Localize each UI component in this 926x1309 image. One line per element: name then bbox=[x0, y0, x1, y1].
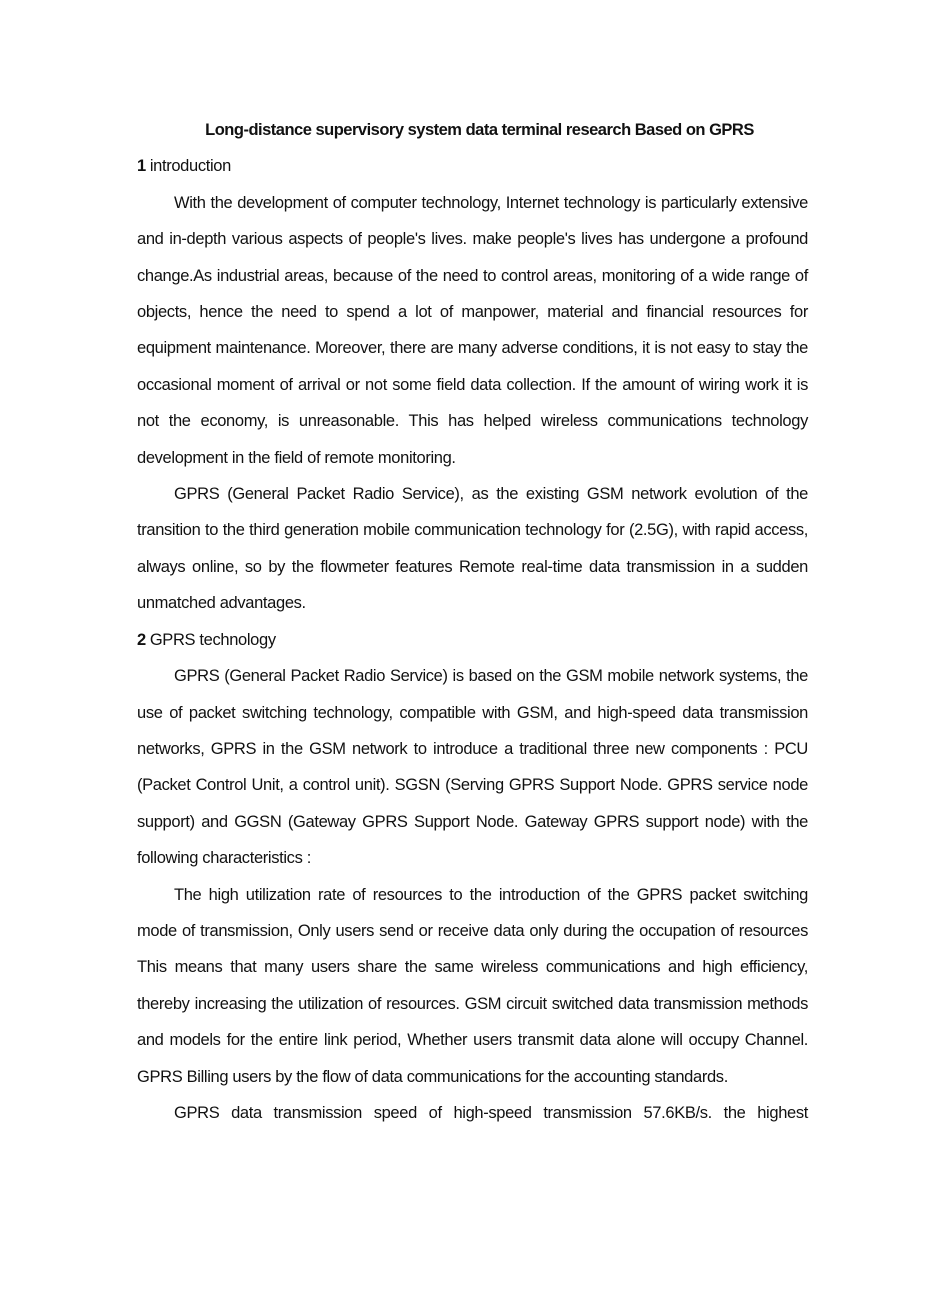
document-title: Long-distance supervisory system data terminal research Based on GPRS bbox=[205, 121, 754, 139]
section-title: GPRS technology bbox=[149, 630, 276, 649]
paragraph: GPRS data transmission speed of high-speed transmission 57.6KB/s. the highest bbox=[174, 1103, 808, 1122]
paragraph: GPRS (General Packet Radio Service), as the existing GSM network evolution of the transition to the third generation mobile communication technology for (2.5G), with rapid access, always online, so by the flowmeter features Remote real-time data transmission in a sudden unmatched advantages. bbox=[137, 485, 808, 613]
paragraph: GPRS (General Packet Radio Service) is based on the GSM mobile network systems, the use of packet switching technology, compatible with GSM, and high-speed data transmission networks, GPRS in the GSM network to introduce a traditional three new components : PCU (Packet Control Unit, a control unit). SGSN (Serving GPRS Support Node. GPRS service node support) and GGSN (Gateway GPRS Support Node. Gateway GPRS support node) with the following characteristics : bbox=[137, 667, 808, 868]
section-number: 2 bbox=[137, 630, 146, 649]
document-page bbox=[137, 112, 808, 1131]
section-title: introduction bbox=[149, 157, 231, 176]
paragraph: The high utilization rate of resources to the introduction of the GPRS packet switching mode of transmission, Only users send or receive data only during the occupation of resources This means that many users share the same wireless communications and high efficiency, thereby increasing the utilization of resources. GSM circuit switched data transmission methods and models for the entire link period, Whether users transmit data alone will occupy Channel. GPRS Billing users by the flow of data communications for the accounting standards. bbox=[137, 885, 808, 1086]
section-number: 1 bbox=[137, 157, 146, 176]
section-heading-introduction bbox=[137, 148, 808, 184]
paragraph: With the development of computer technology, Internet technology is particularly extensive and in-depth various aspects of people's lives. make people's lives has undergone a profound change.As industrial areas, because of the need to control areas, monitoring of a wide range of objects, hence the need to spend a lot of manpower, material and financial resources for equipment maintenance. Moreover, there are many adverse conditions, it is not easy to stay the occasional moment of arrival or not some field data collection. If the amount of wiring work it is not the economy, is unreasonable. This has helped wireless communications technology development in the field of remote monitoring. bbox=[137, 193, 808, 467]
section-heading-gprs-technology bbox=[137, 622, 808, 658]
